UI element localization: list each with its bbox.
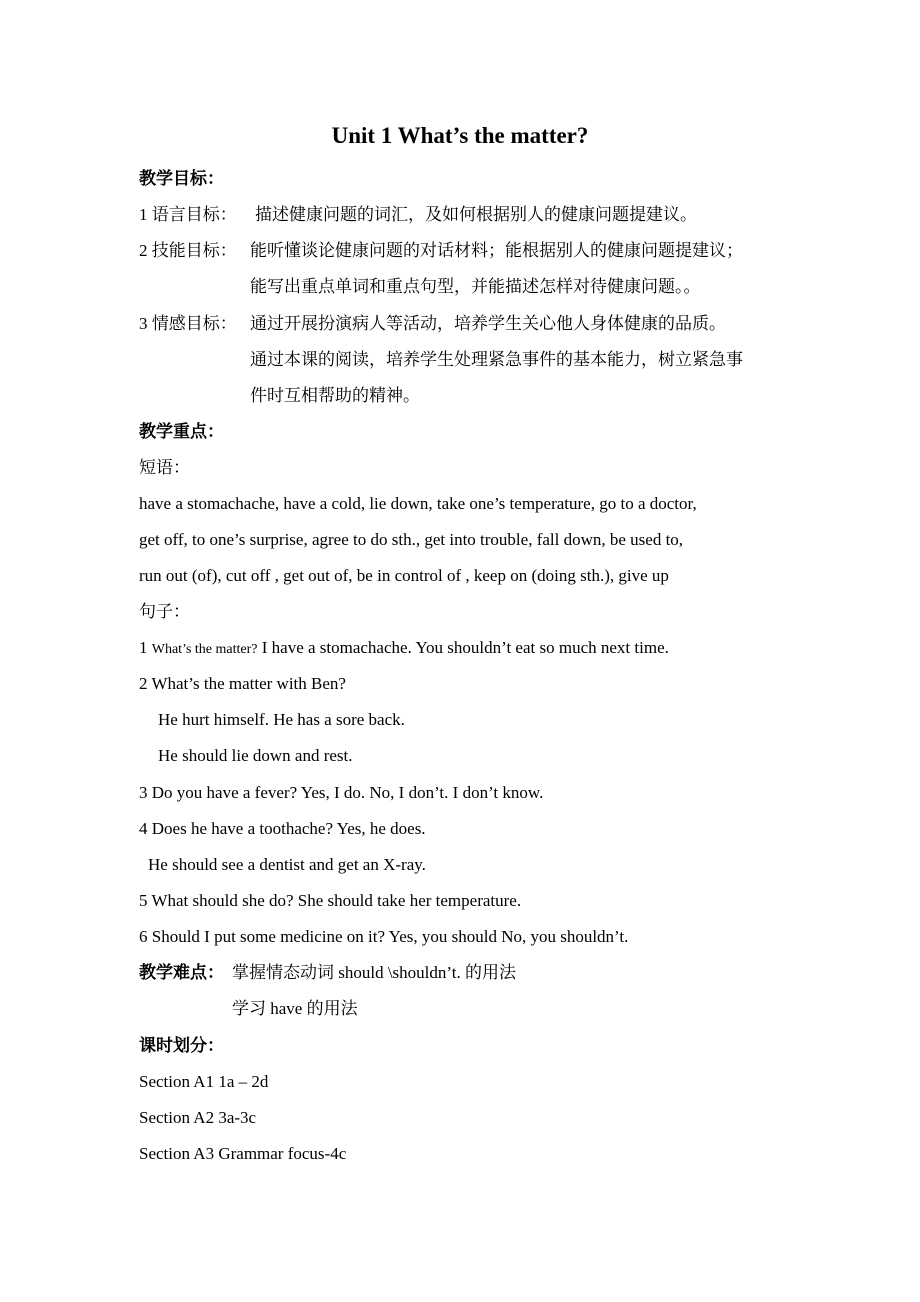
phrase-line: have a stomachache, have a cold, lie down, take one’s temperature, go to a doctor, <box>139 494 697 513</box>
phrases-heading: 短语： <box>139 458 190 477</box>
objective-emotion-line: 通过开展扮演病人等活动，培养学生关心他人身体健康的品质。 <box>250 314 726 333</box>
sentence-4: 4 Does he have a toothache? Yes, he does. <box>139 819 426 838</box>
schedule-heading: 课时划分： <box>139 1036 224 1055</box>
sentence-2: 2 What’s the matter with Ben? <box>139 674 346 693</box>
sentence-1-question: What’s the matter? <box>151 642 258 657</box>
objective-skill-line: 能听懂谈论健康问题的对话材料；能根据别人的健康问题提建议； <box>250 241 743 260</box>
difficulty-line: 掌握情态动词 should \shouldn’t. 的用法 <box>232 963 516 982</box>
sentence-1 <box>139 637 669 661</box>
objective-skill-line: 能写出重点单词和重点句型，并能描述怎样对待健康问题。。 <box>250 277 701 296</box>
key-points-heading: 教学重点： <box>139 422 224 441</box>
objective-emotion-line: 件时互相帮助的精神。 <box>250 386 420 405</box>
sentence-1-number: 1 <box>139 638 152 657</box>
schedule-item: Section A1 1a – 2d <box>139 1072 269 1091</box>
difficulty-line: 学习 have 的用法 <box>232 999 358 1018</box>
objective-skill-label: 2 技能目标： <box>139 241 237 260</box>
sentence-3: 3 Do you have a fever? Yes, I do. No, I don’t. I don’t know. <box>139 783 544 802</box>
schedule-item: Section A2 3a-3c <box>139 1108 257 1127</box>
sentence-2-answer: He hurt himself. He has a sore back. <box>158 710 405 729</box>
phrase-line: run out (of), cut off , get out of, be in control of , keep on (doing sth.), give up <box>139 566 669 585</box>
sentence-4-answer: He should see a dentist and get an X-ray. <box>148 855 426 874</box>
sentence-1-rest: I have a stomachache. You shouldn’t eat so much next time. <box>257 638 669 657</box>
objective-emotion-line: 通过本课的阅读，培养学生处理紧急事件的基本能力，树立紧急事 <box>250 350 743 369</box>
difficulties-heading: 教学难点： <box>139 963 224 982</box>
page-title: Unit 1 What’s the matter? <box>331 123 589 148</box>
sentence-2-answer: He should lie down and rest. <box>158 746 353 765</box>
objective-language-text: 描述健康问题的词汇，及如何根据别人的健康问题提建议。 <box>255 205 697 224</box>
sentence-6: 6 Should I put some medicine on it? Yes, you should No, you shouldn’t. <box>139 927 629 946</box>
objectives-heading: 教学目标： <box>139 169 224 188</box>
phrase-line: get off, to one’s surprise, agree to do sth., get into trouble, fall down, be used to, <box>139 530 684 549</box>
objective-language-label: 1 语言目标： <box>139 205 237 224</box>
schedule-item: Section A3 Grammar focus-4c <box>139 1144 347 1163</box>
sentences-heading: 句子： <box>139 602 190 621</box>
objective-emotion-label: 3 情感目标： <box>139 314 237 333</box>
sentence-5: 5 What should she do? She should take her temperature. <box>139 891 522 910</box>
